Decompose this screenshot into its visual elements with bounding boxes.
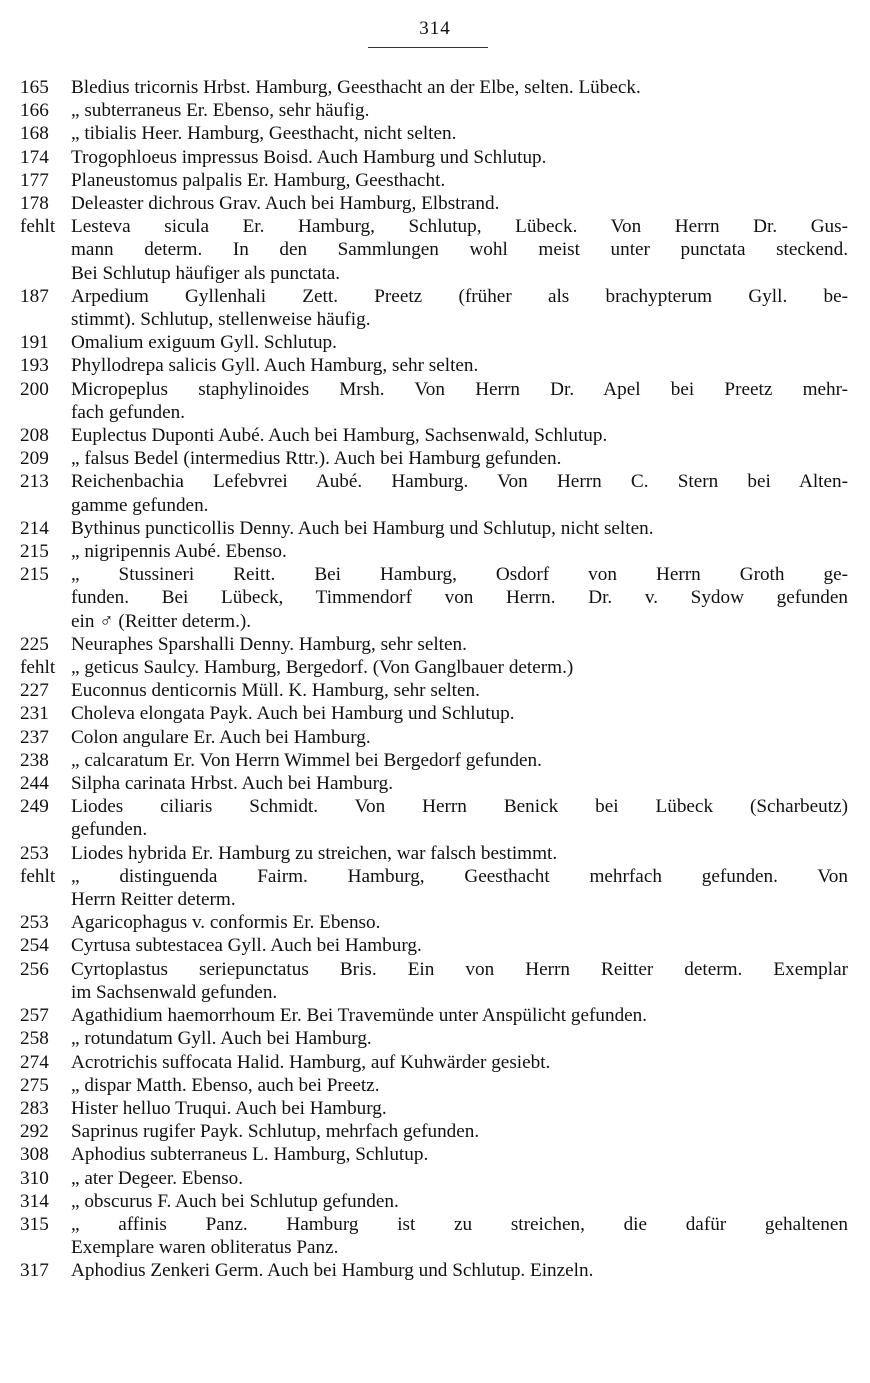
entry-number: 225 (20, 633, 49, 655)
entry-text: „ distinguenda Fairm. Hamburg, Geesthacht mehrfach gefunden. Von (71, 865, 848, 887)
entry-line (20, 122, 848, 145)
entry-line (20, 563, 848, 586)
entry-line (20, 470, 848, 493)
entry-text: Arpedium Gyllenhali Zett. Preetz (früher als brachypterum Gyll. be- (71, 285, 848, 307)
entry-number: 231 (20, 703, 49, 725)
entry-number: 166 (20, 100, 49, 122)
list-item (20, 1143, 848, 1166)
entry-number: 209 (20, 448, 49, 470)
list-item (20, 122, 848, 145)
entry-text: gamme gefunden. (71, 494, 209, 516)
entry-number: 237 (20, 726, 49, 748)
entry-line (20, 934, 848, 957)
entry-text: „ affinis Panz. Hamburg ist zu streichen, die dafür gehaltenen (71, 1213, 848, 1235)
entry-number: 253 (20, 912, 49, 934)
entry-line (20, 1051, 848, 1074)
entry-line (20, 1213, 848, 1236)
entry-text: Acrotrichis suffocata Halid. Hamburg, auf Kuhwärder gesiebt. (71, 1051, 551, 1073)
entry-text: Euplectus Duponti Aubé. Auch bei Hamburg, Sachsenwald, Schlutup. (71, 425, 608, 447)
list-item (20, 1120, 848, 1143)
list-item (20, 1190, 848, 1213)
entry-line (20, 215, 848, 238)
entry-number: 254 (20, 935, 49, 957)
entry-text: Trogophloeus impressus Boisd. Auch Hamburg und Schlutup. (71, 146, 547, 168)
entry-number: fehlt (20, 216, 56, 238)
entry-number: 315 (20, 1213, 49, 1235)
entry-text: Bythinus puncticollis Denny. Auch bei Hamburg und Schlutup, nicht selten. (71, 517, 654, 539)
list-item (20, 934, 848, 957)
entry-number: 215 (20, 564, 49, 586)
list-item (20, 1074, 848, 1097)
entry-number: 256 (20, 958, 49, 980)
entry-text: Liodes ciliaris Schmidt. Von Herrn Benick bei Lübeck (Scharbeutz) (71, 796, 848, 818)
entry-number: 178 (20, 193, 49, 215)
entry-number: 317 (20, 1260, 49, 1282)
entry-number: 310 (20, 1167, 49, 1189)
entry-text: Aphodius subterraneus L. Hamburg, Schlutup. (71, 1144, 429, 1166)
list-item (20, 911, 848, 934)
entry-text: Cyrtusa subtestacea Gyll. Auch bei Hamburg. (71, 935, 422, 957)
entry-number: 275 (20, 1074, 49, 1096)
entry-text: stimmt). Schlutup, stellenweise häufig. (71, 309, 371, 331)
entry-line (20, 146, 848, 169)
list-item (20, 76, 848, 99)
entry-text: Omalium exiguum Gyll. Schlutup. (71, 332, 337, 354)
list-item (20, 842, 848, 865)
list-item (20, 331, 848, 354)
entry-text: Saprinus rugifer Payk. Schlutup, mehrfach gefunden. (71, 1121, 480, 1143)
entry-number: 208 (20, 425, 49, 447)
entry-line (20, 679, 848, 702)
entry-text: „ falsus Bedel (intermedius Rttr.). Auch bei Hamburg gefunden. (71, 448, 562, 470)
entry-number: 257 (20, 1005, 49, 1027)
entry-text: im Sachsenwald gefunden. (71, 981, 278, 1003)
entry-text: „ obscurus F. Auch bei Schlutup gefunden. (71, 1190, 399, 1212)
entry-text: Planeustomus palpalis Er. Hamburg, Geesthacht. (71, 169, 446, 191)
entry-text: fach gefunden. (71, 401, 186, 423)
entry-line (20, 1074, 848, 1097)
entry-text: Exemplare waren obliteratus Panz. (71, 1237, 339, 1259)
entry-line (20, 818, 848, 841)
entry-line (20, 378, 848, 401)
entry-line (20, 610, 848, 633)
entry-text: Phyllodrepa salicis Gyll. Auch Hamburg, sehr selten. (71, 355, 479, 377)
entry-text: funden. Bei Lübeck, Timmendorf von Herrn. Dr. v. Sydow gefunden (71, 587, 848, 609)
entry-line (20, 981, 848, 1004)
list-item (20, 540, 848, 563)
entry-text: „ rotundatum Gyll. Auch bei Hamburg. (71, 1028, 372, 1050)
entry-line (20, 633, 848, 656)
entry-number: 174 (20, 146, 49, 168)
entry-text: „ geticus Saulcy. Hamburg, Bergedorf. (Von Ganglbauer determ.) (71, 657, 574, 679)
entry-line (20, 1167, 848, 1190)
entry-number: 238 (20, 749, 49, 771)
list-item (20, 702, 848, 725)
entry-text: „ nigripennis Aubé. Ebenso. (71, 541, 287, 563)
entry-text: „ subterraneus Er. Ebenso, sehr häufig. (71, 100, 370, 122)
entry-number: 274 (20, 1051, 49, 1073)
entry-line (20, 749, 848, 772)
list-item (20, 1097, 848, 1120)
entry-text: ein ♂ (Reitter determ.). (71, 610, 252, 632)
entry-line (20, 494, 848, 517)
list-item (20, 958, 848, 1004)
entry-text: Hister helluo Truqui. Auch bei Hamburg. (71, 1097, 387, 1119)
entry-text: Bei Schlutup häufiger als punctata. (71, 262, 341, 284)
entry-line (20, 1143, 848, 1166)
list-item (20, 679, 848, 702)
entry-line (20, 772, 848, 795)
list-item (20, 772, 848, 795)
list-item (20, 656, 848, 679)
entry-text: „ dispar Matth. Ebenso, auch bei Preetz. (71, 1074, 380, 1096)
entry-line (20, 262, 848, 285)
entry-line (20, 1120, 848, 1143)
entry-number: 244 (20, 773, 49, 795)
list-item (20, 192, 848, 215)
entry-line (20, 911, 848, 934)
entry-number: 308 (20, 1144, 49, 1166)
list-item (20, 1213, 848, 1259)
entry-number: 292 (20, 1121, 49, 1143)
entry-line (20, 424, 848, 447)
entry-text: mann determ. In den Sammlungen wohl meist unter punctata steckend. (71, 239, 848, 261)
entry-number: 168 (20, 123, 49, 145)
list-item (20, 215, 848, 285)
entry-number: 258 (20, 1028, 49, 1050)
entry-number: 177 (20, 169, 49, 191)
entry-text: Bledius tricornis Hrbst. Hamburg, Geesthacht an der Elbe, selten. Lübeck. (71, 77, 641, 98)
entry-line (20, 842, 848, 865)
entry-list (20, 76, 848, 1283)
entry-number: 227 (20, 680, 49, 702)
entry-line (20, 1004, 848, 1027)
entry-line (20, 795, 848, 818)
list-item (20, 146, 848, 169)
list-item (20, 1259, 848, 1282)
entry-line (20, 99, 848, 122)
list-item (20, 1027, 848, 1050)
entry-number: fehlt (20, 657, 56, 679)
list-item (20, 1004, 848, 1027)
entry-number: 165 (20, 77, 49, 98)
entry-line (20, 401, 848, 424)
entry-line (20, 656, 848, 679)
list-item (20, 1051, 848, 1074)
entry-line (20, 958, 848, 981)
entry-text: Micropeplus staphylinoides Mrsh. Von Herrn Dr. Apel bei Preetz mehr- (71, 378, 848, 400)
list-item (20, 633, 848, 656)
entry-line (20, 447, 848, 470)
entry-line (20, 308, 848, 331)
entry-line (20, 169, 848, 192)
page-number: 314 (419, 18, 451, 39)
list-item (20, 795, 848, 841)
entry-line (20, 1190, 848, 1213)
list-item (20, 424, 848, 447)
entry-line (20, 865, 848, 888)
entry-text: Choleva elongata Payk. Auch bei Hamburg und Schlutup. (71, 703, 515, 725)
entry-line (20, 702, 848, 725)
entry-number: fehlt (20, 865, 56, 887)
list-item (20, 470, 848, 516)
entry-text: Agaricophagus v. conformis Er. Ebenso. (71, 912, 381, 934)
entry-number: 215 (20, 541, 49, 563)
list-item (20, 726, 848, 749)
entry-text: Reichenbachia Lefebvrei Aubé. Hamburg. Von Herrn C. Stern bei Alten- (71, 471, 848, 493)
entry-line (20, 888, 848, 911)
entry-number: 314 (20, 1190, 49, 1212)
list-item (20, 749, 848, 772)
entry-text: „ ater Degeer. Ebenso. (71, 1167, 244, 1189)
entry-text: Silpha carinata Hrbst. Auch bei Hamburg. (71, 773, 394, 795)
list-item (20, 99, 848, 122)
entry-text: Herrn Reitter determ. (71, 889, 236, 911)
entry-line (20, 1097, 848, 1120)
entry-text: Neuraphes Sparshalli Denny. Hamburg, sehr selten. (71, 633, 467, 655)
entry-line (20, 517, 848, 540)
list-item (20, 285, 848, 331)
entry-line (20, 238, 848, 261)
entry-text: Euconnus denticornis Müll. K. Hamburg, sehr selten. (71, 680, 480, 702)
entry-number: 213 (20, 471, 49, 493)
entry-line (20, 540, 848, 563)
entry-line (20, 1027, 848, 1050)
entry-text: Cyrtoplastus seriepunctatus Bris. Ein von Herrn Reitter determ. Exemplar (71, 958, 848, 980)
entry-text: Lesteva sicula Er. Hamburg, Schlutup, Lübeck. Von Herrn Dr. Gus- (71, 216, 848, 238)
entry-line (20, 285, 848, 308)
header-rule (368, 47, 488, 48)
list-item (20, 447, 848, 470)
entry-line (20, 192, 848, 215)
list-item (20, 517, 848, 540)
entry-line (20, 354, 848, 377)
entry-text: Aphodius Zenkeri Germ. Auch bei Hamburg und Schlutup. Einzeln. (71, 1260, 594, 1282)
entry-text: Deleaster dichrous Grav. Auch bei Hamburg, Elbstrand. (71, 193, 500, 215)
entry-number: 187 (20, 285, 49, 307)
list-item (20, 378, 848, 424)
list-item (20, 1167, 848, 1190)
entry-text: Agathidium haemorrhoum Er. Bei Travemünde unter Anspülicht gefunden. (71, 1005, 648, 1027)
entry-number: 253 (20, 842, 49, 864)
list-item (20, 865, 848, 911)
entry-text: Liodes hybrida Er. Hamburg zu streichen, war falsch bestimmt. (71, 842, 558, 864)
entry-number: 283 (20, 1097, 49, 1119)
entry-number: 214 (20, 517, 49, 539)
entry-line (20, 1259, 848, 1282)
entry-number: 200 (20, 378, 49, 400)
entry-text: Colon angulare Er. Auch bei Hamburg. (71, 726, 371, 748)
entry-line (20, 76, 848, 99)
entry-line (20, 726, 848, 749)
entry-line (20, 586, 848, 609)
entry-text: „ Stussineri Reitt. Bei Hamburg, Osdorf von Herrn Groth ge- (71, 564, 848, 586)
list-item (20, 563, 848, 633)
entry-text: „ calcaratum Er. Von Herrn Wimmel bei Bergedorf gefunden. (71, 749, 542, 771)
entry-line (20, 1236, 848, 1259)
entry-text: „ tibialis Heer. Hamburg, Geesthacht, nicht selten. (71, 123, 457, 145)
entry-number: 193 (20, 355, 49, 377)
entry-text: gefunden. (71, 819, 148, 841)
entry-number: 191 (20, 332, 49, 354)
entry-number: 249 (20, 796, 49, 818)
entry-line (20, 331, 848, 354)
list-item (20, 169, 848, 192)
list-item (20, 354, 848, 377)
